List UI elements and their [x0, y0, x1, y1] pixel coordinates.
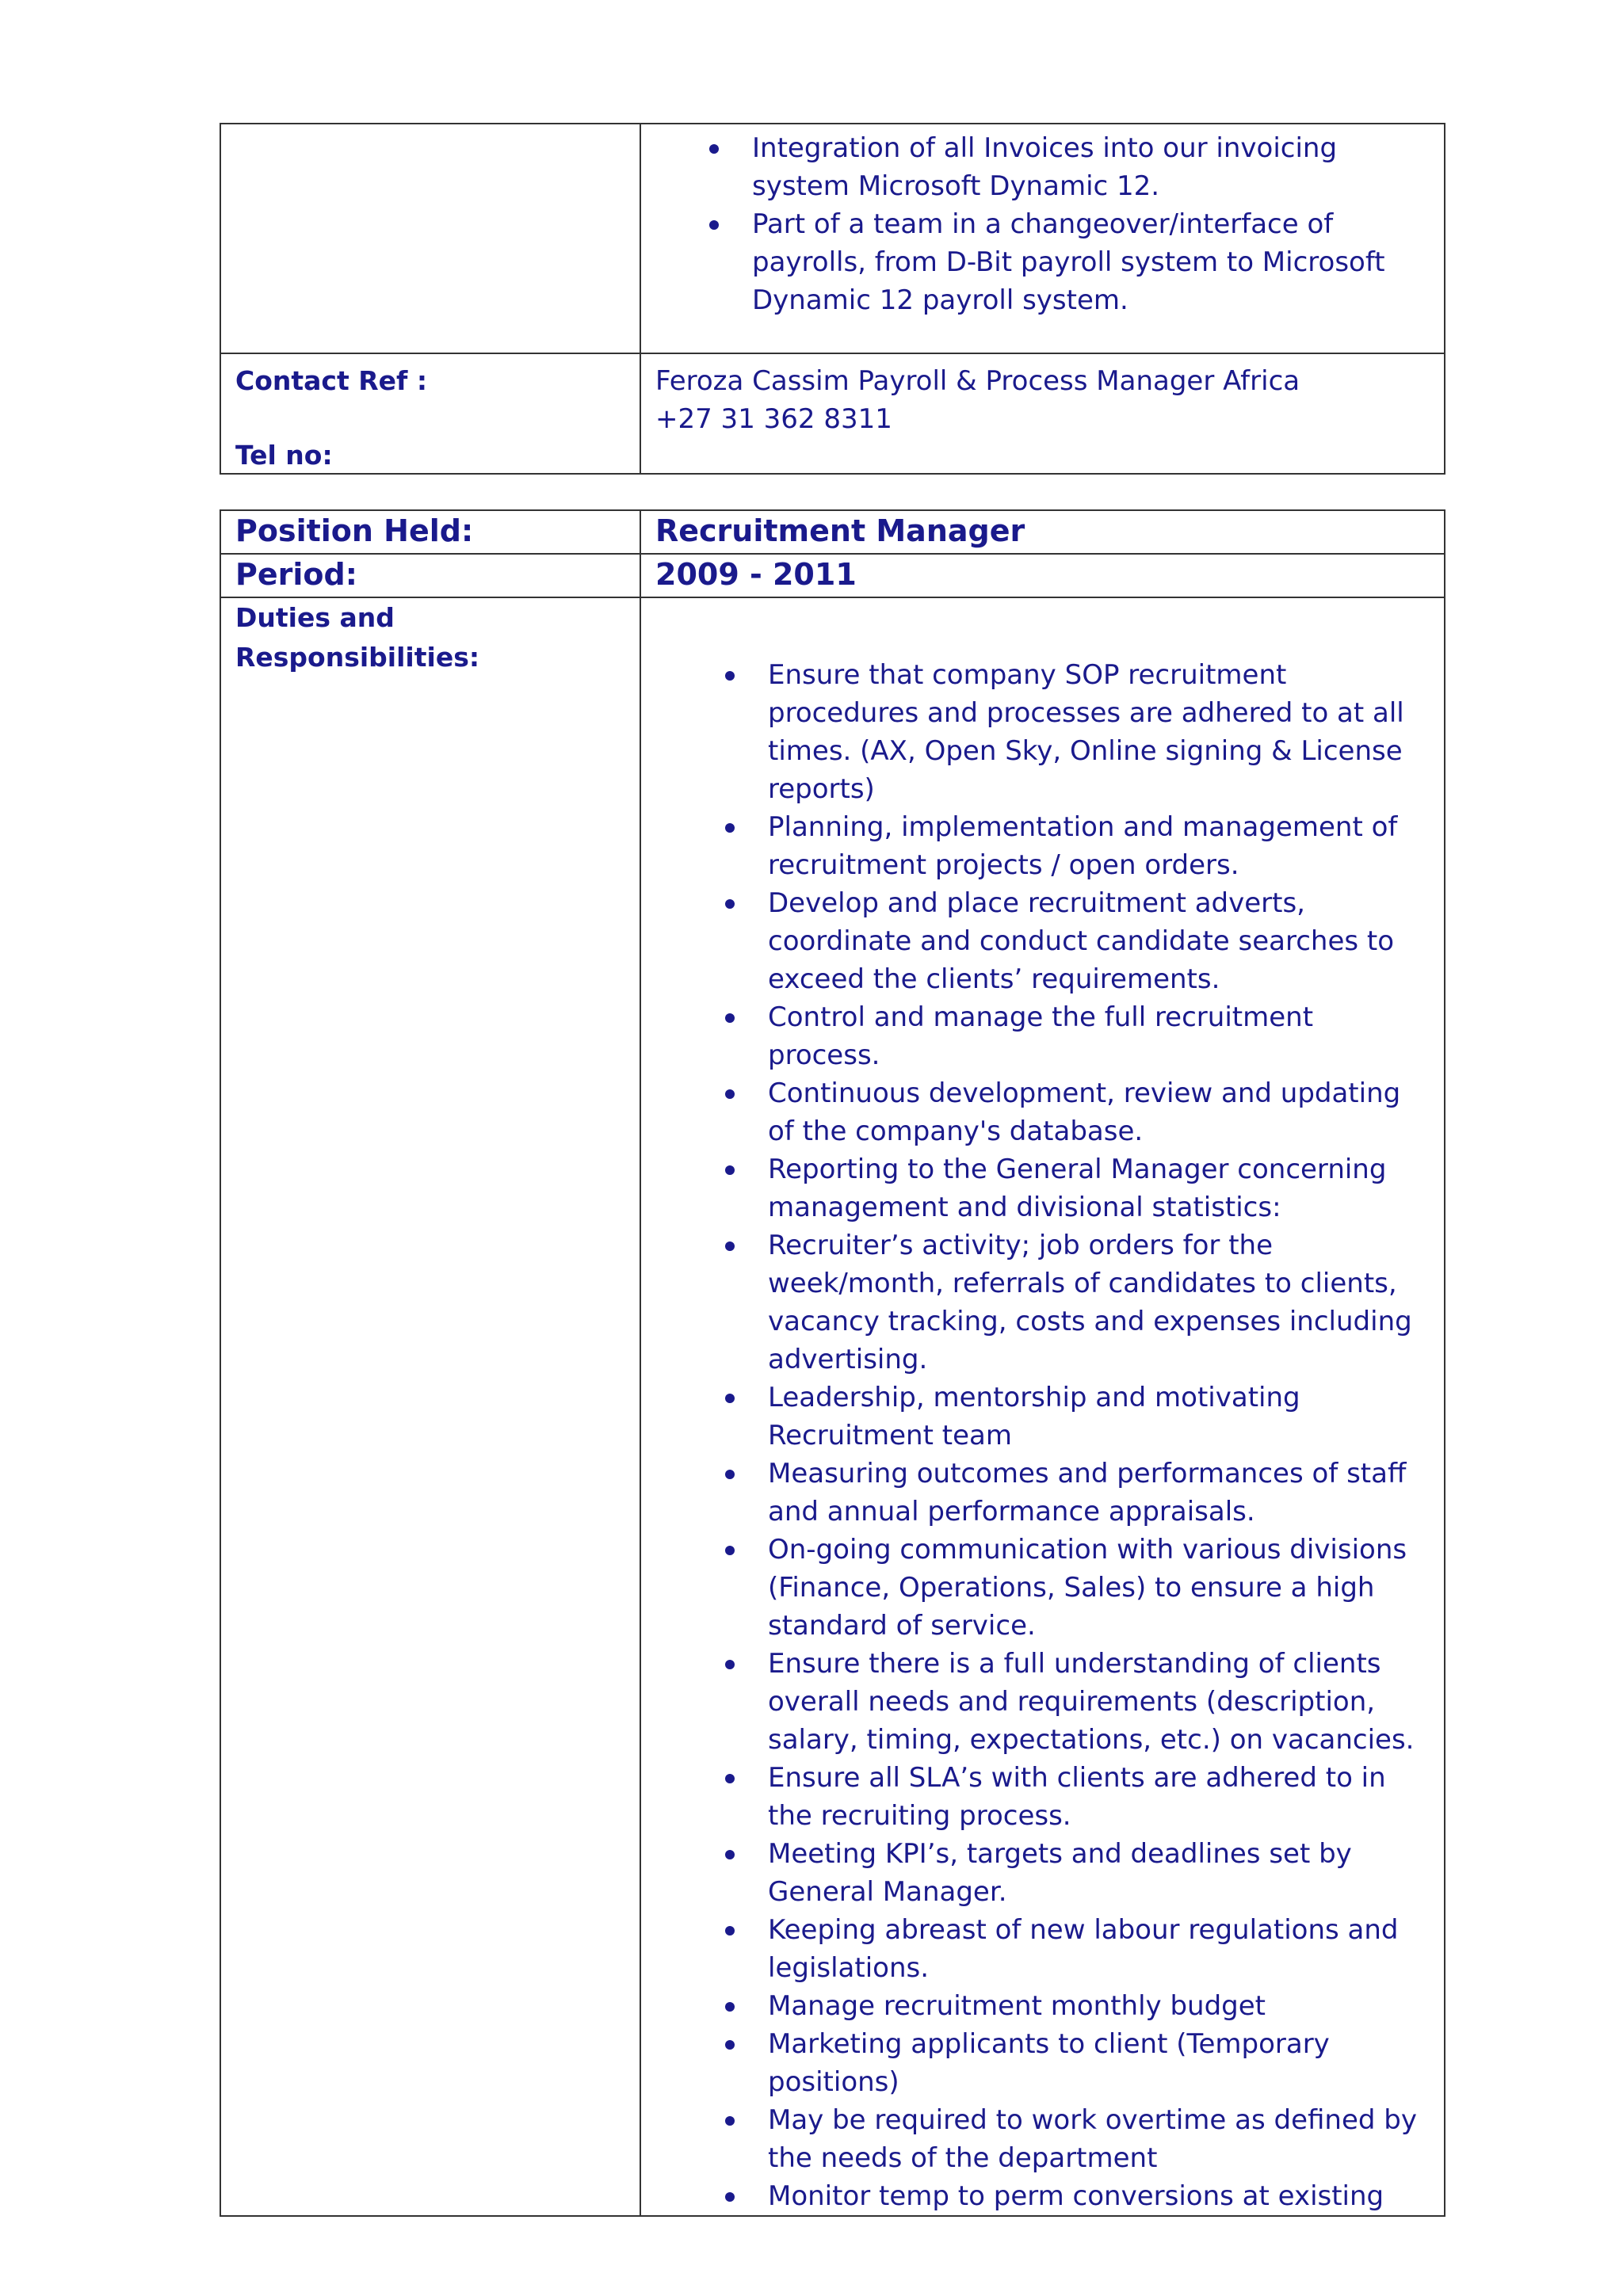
list-item: Reporting to the General Manager concerning management and divisional statistics:: [768, 1150, 1428, 1226]
period-value: 2009 - 2011: [655, 557, 857, 592]
duties-cell: [640, 597, 1445, 2216]
list-item: Marketing applicants to client (Temporary positions): [768, 2025, 1428, 2101]
list-item: Keeping abreast of new labour regulations and legislations.: [768, 1911, 1428, 1987]
list-item: Recruiter’s activity; job orders for the week/month, referrals of candidates to clients, vacancy tracking, costs and expenses including advertising.: [768, 1226, 1428, 1379]
period-label: Period:: [235, 557, 357, 592]
contact-value-cell: [640, 353, 1445, 474]
duties-list: [641, 598, 1444, 2215]
position-label-cell: [220, 510, 640, 554]
list-item: Control and manage the full recruitment process.: [768, 998, 1428, 1074]
contact-label-cell: [220, 353, 640, 474]
list-item: Planning, implementation and management of recruitment projects / open orders.: [768, 808, 1428, 884]
duties-label: Duties and Responsibilities:: [235, 602, 480, 673]
list-item: Ensure that company SOP recruitment procedures and processes are adhered to at all times. (AX, Open Sky, Online signing & License reports): [768, 656, 1428, 808]
position-held-label: Position Held:: [235, 513, 474, 548]
list-item: Manage recruitment monthly budget: [768, 1987, 1428, 2025]
list-item: Integration of all Invoices into our invoicing system Microsoft Dynamic 12.: [752, 129, 1436, 205]
previous-job-table: [220, 123, 1445, 475]
duties-label-cell: [220, 597, 640, 2216]
previous-job-bullets: [641, 124, 1444, 319]
contact-phone: +27 31 362 8311: [655, 403, 892, 435]
list-item: Develop and place recruitment adverts, coordinate and conduct candidate searches to exceed the clients’ requirements.: [768, 884, 1428, 998]
list-item: Ensure there is a full understanding of clients overall needs and requirements (description, salary, timing, expectations, etc.) on vacancies.: [768, 1645, 1428, 1759]
list-item: Leadership, mentorship and motivating Recruitment team: [768, 1379, 1428, 1455]
previous-job-bullets-cell: [640, 124, 1445, 353]
list-item: Ensure all SLA’s with clients are adhered to in the recruiting process.: [768, 1759, 1428, 1835]
list-item: Part of a team in a changeover/interface of payrolls, from D-Bit payroll system to Microsoft Dynamic 12 payroll system.: [752, 205, 1436, 319]
contact-ref-label: Contact Ref :: [235, 365, 428, 396]
position-held-value: Recruitment Manager: [655, 513, 1025, 548]
position-value-cell: [640, 510, 1445, 554]
period-value-cell: [640, 554, 1445, 597]
list-item: Continuous development, review and updating of the company's database.: [768, 1074, 1428, 1150]
contact-name: Feroza Cassim Payroll & Process Manager Africa: [655, 365, 1300, 397]
empty-label-cell: [220, 124, 640, 353]
list-item: Meeting KPI’s, targets and deadlines set by General Manager.: [768, 1835, 1428, 1911]
tel-no-label: Tel no:: [235, 440, 333, 471]
list-item: Measuring outcomes and performances of staff and annual performance appraisals.: [768, 1455, 1428, 1531]
list-item: Monitor temp to perm conversions at existing: [768, 2177, 1428, 2215]
current-job-table: [220, 509, 1445, 2217]
list-item: May be required to work overtime as defined by the needs of the department: [768, 2101, 1428, 2177]
list-item: On-going communication with various divisions (Finance, Operations, Sales) to ensure a high standard of service.: [768, 1531, 1428, 1645]
period-label-cell: [220, 554, 640, 597]
